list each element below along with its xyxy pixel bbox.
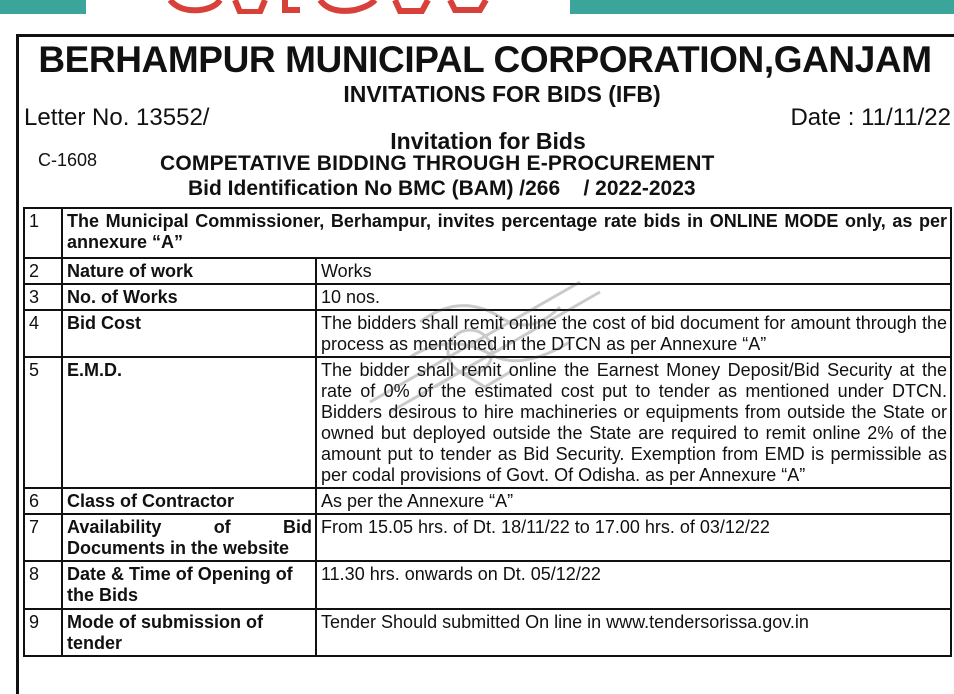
table-row <box>24 609 951 656</box>
row-label: E.M.D. <box>62 357 316 488</box>
row-number: 9 <box>24 609 62 656</box>
row-value: The bidders shall remit online the cost of bid document for amount through the process as mentioned in the DTCN as per Annexure “A” <box>316 310 951 357</box>
row-label: Date & Time of Opening of the Bids <box>62 561 316 609</box>
notice-date: Date : 11/11/22 <box>790 104 951 131</box>
row-number: 6 <box>24 488 62 514</box>
row-number: 3 <box>24 284 62 310</box>
row-value: The bidder shall remit online the Earnest Money Deposit/Bid Security at the rate of 0% of the estimated cost put to tender as mentioned under DTCN. Bidders desirous to hire machineries or equipments from outside the State or owned but deployed outside the State are required to remit online 2% of the amount put to tender as Bid Security. Exemption from EMD is permissible as per codal provisions of Govt. Of Odisha. as per Annexure “A” <box>316 357 951 488</box>
row-value: Works <box>316 258 951 284</box>
table-row <box>24 488 951 514</box>
row-intro-text: The Municipal Commissioner, Berhampur, invites percentage rate bids in ONLINE MODE only, as per annexure “A” <box>62 208 951 258</box>
banner-teal-block-left <box>0 0 86 14</box>
bid-identification: Bid Identification No BMC (BAM) /266 / 2022-2023 <box>188 177 696 200</box>
top-banner <box>0 0 954 16</box>
row-label: Availability of Bid Documents in the website <box>62 514 316 561</box>
table-row <box>24 357 951 488</box>
table-row <box>24 284 951 310</box>
row-label: Bid Cost <box>62 310 316 357</box>
row-number: 2 <box>24 258 62 284</box>
table-row <box>24 514 951 561</box>
row-value: As per the Annexure “A” <box>316 488 951 514</box>
row-number: 1 <box>24 208 62 258</box>
row-label: Mode of submission of tender <box>62 609 316 656</box>
row-number: 4 <box>24 310 62 357</box>
table-row <box>24 258 951 284</box>
row-value: 10 nos. <box>316 284 951 310</box>
invitation-heading: Invitation for Bids <box>390 128 586 154</box>
row-label: Nature of work <box>62 258 316 284</box>
notice-title: BERHAMPUR MUNICIPAL CORPORATION,GANJAM <box>38 39 932 80</box>
row-number: 5 <box>24 357 62 488</box>
bid-details-table <box>23 207 952 657</box>
table-row <box>24 208 951 258</box>
row-value: From 15.05 hrs. of Dt. 18/11/22 to 17.00 hrs. of 03/12/22 <box>316 514 951 561</box>
newspaper-masthead-fragment <box>160 0 500 14</box>
banner-teal-block-right <box>570 0 954 14</box>
notice-subtitle: INVITATIONS FOR BIDS (IFB) <box>343 81 661 107</box>
bidding-mode-heading: COMPETATIVE BIDDING THROUGH E-PROCUREMENT <box>160 152 715 175</box>
c-reference: C-1608 <box>38 150 98 170</box>
letter-number: Letter No. 13552/ <box>24 104 210 131</box>
row-value: 11.30 hrs. onwards on Dt. 05/12/22 <box>316 561 951 609</box>
row-label: No. of Works <box>62 284 316 310</box>
row-number: 7 <box>24 514 62 561</box>
table-row <box>24 310 951 357</box>
row-label: Class of Contractor <box>62 488 316 514</box>
row-value: Tender Should submitted On line in www.tendersorissa.gov.in <box>316 609 951 656</box>
row-number: 8 <box>24 561 62 609</box>
table-row <box>24 561 951 609</box>
